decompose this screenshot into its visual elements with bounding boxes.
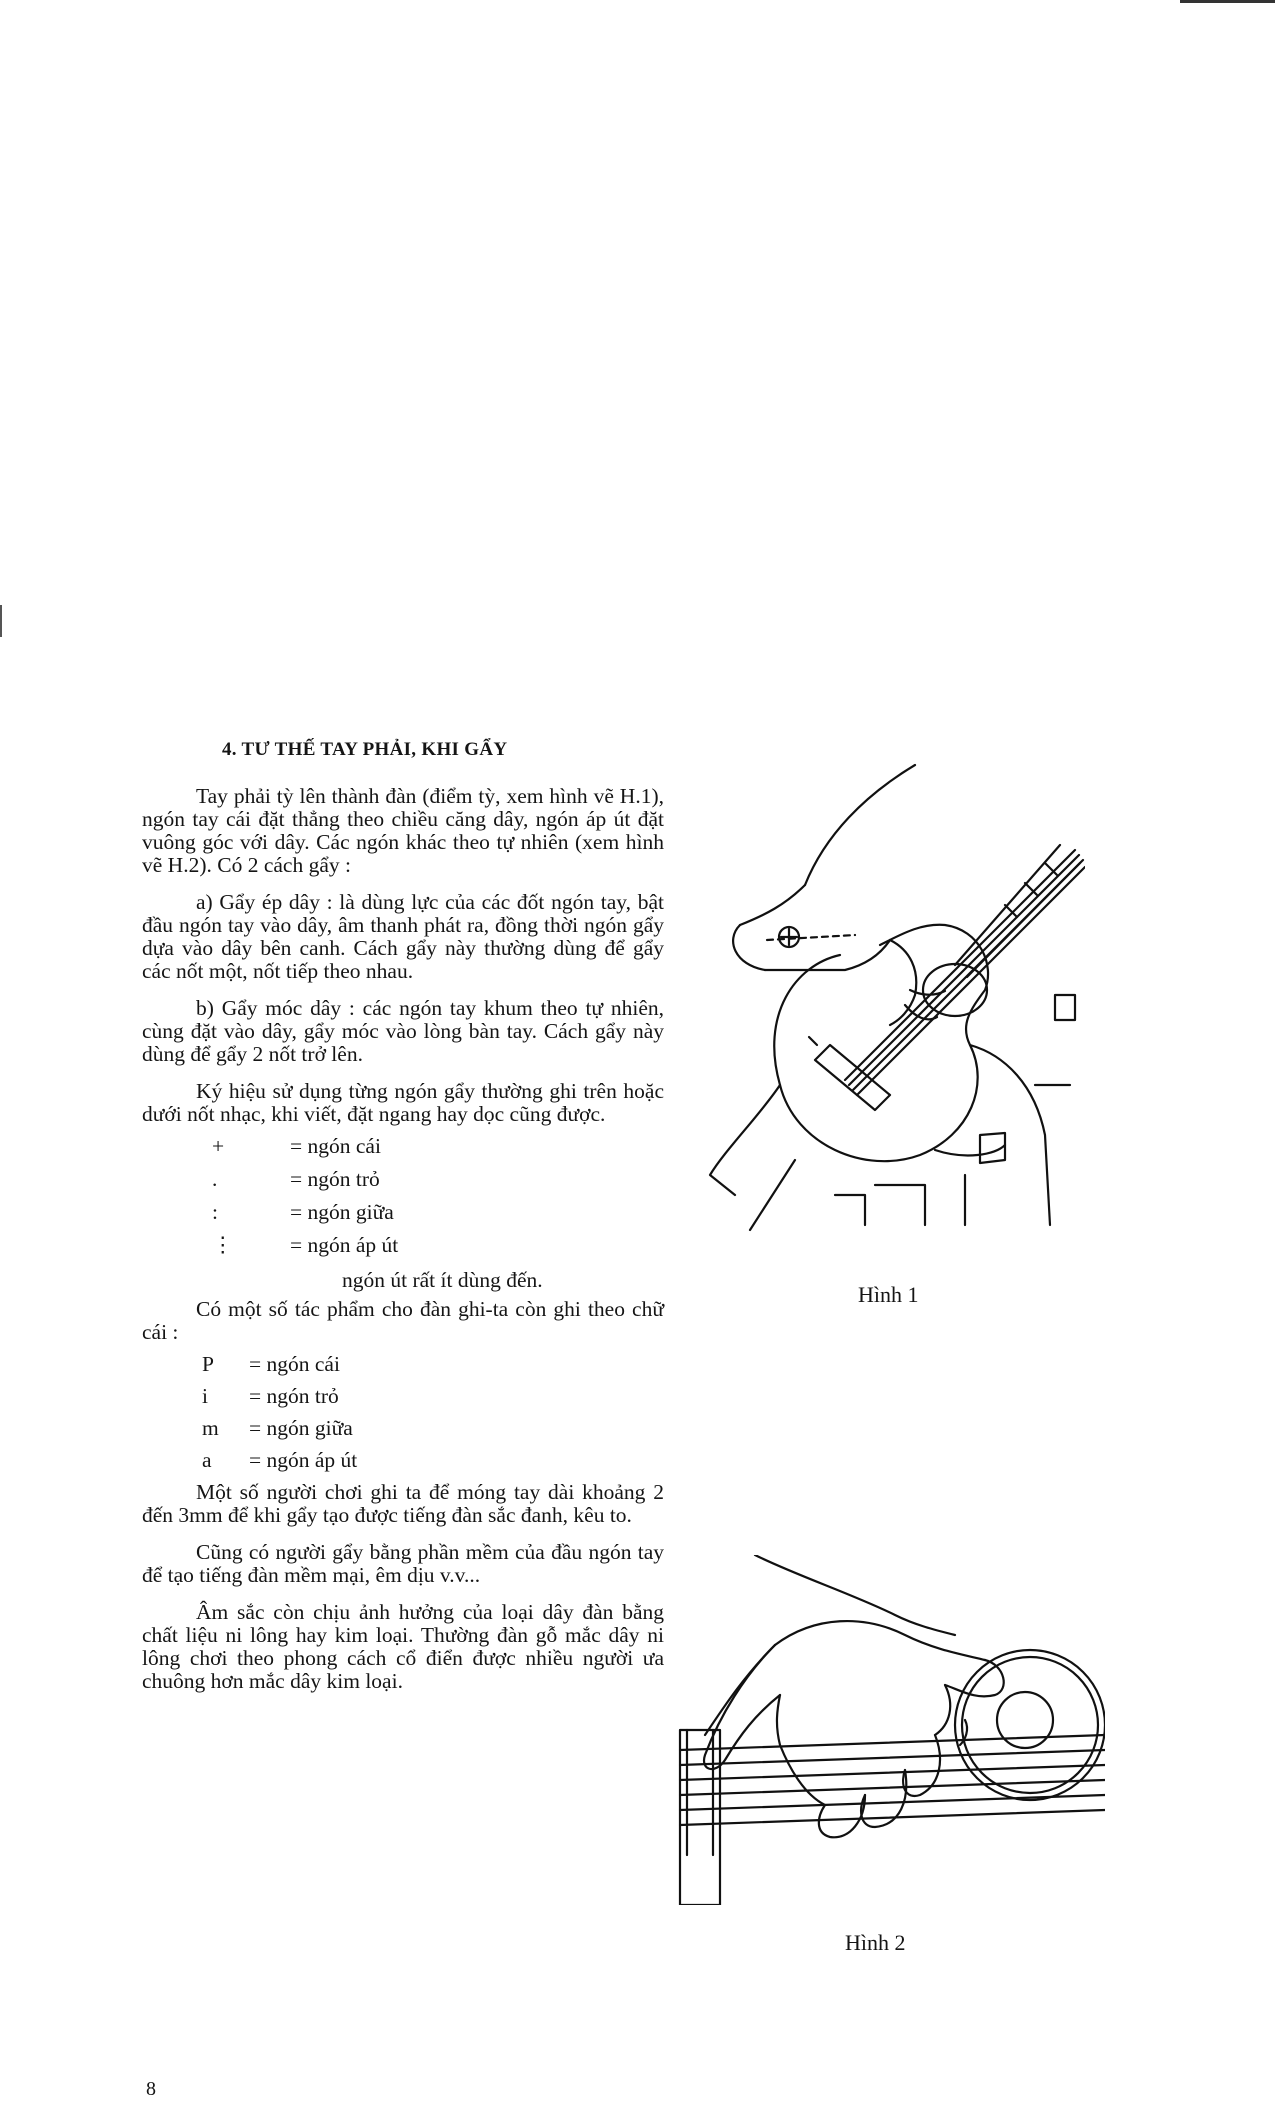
letter-mark: m [202,1416,219,1440]
paragraph-nails: Một số người chơi ghi ta để móng tay dài khoảng 2 đến 3mm để khi gẩy tạo được tiếng đàn sắc đanh, kêu to. [142,1480,664,1527]
page-number: 8 [146,2078,156,2100]
scan-edge-left [0,605,2,637]
letter-row [142,1385,664,1417]
section-heading: 4. TƯ THẾ TAY PHẢI, KHI GẨY [222,739,508,760]
figure-1-illustration [705,755,1085,1235]
letter-list [142,1353,664,1481]
paragraph-ep-day: a) Gẩy ép dây : là dùng lực của các đốt ngón tay, bật đầu ngón tay vào dây, âm thanh phát ra, đồng thời ngón gẩy dựa vào dây bên canh. Cách gẩy này thường dùng để gẩy các nốt một, nốt tiếp theo nhau. [142,890,664,983]
symbol-row [142,1234,664,1267]
symbol-mark: ⋮ [212,1233,234,1257]
paragraph-symbols-intro: Ký hiệu sử dụng từng ngón gẩy thường ghi trên hoặc dưới nốt nhạc, khi viết, đặt ngang hay dọc cũng được. [142,1079,664,1126]
letter-row [142,1353,664,1385]
symbol-mark: . [212,1167,218,1191]
scan-edge-top [1180,0,1275,3]
letter-meaning: = ngón áp út [249,1448,358,1472]
symbol-meaning: = ngón áp út [290,1233,399,1257]
letter-mark: i [202,1384,208,1408]
symbol-list [142,1135,664,1267]
letter-mark: a [202,1448,212,1472]
symbol-row [142,1201,664,1234]
paragraph-intro: Tay phải tỳ lên thành đàn (điểm tỳ, xem hình vẽ H.1), ngón tay cái đặt thẳng theo chiều căng dây, ngón áp út đặt vuông góc với dây. Các ngón khác theo tự nhiên (xem hình vẽ H.2). Có 2 cách gẩy : [142,784,664,877]
letter-row [142,1449,664,1481]
symbols-note: ngón út rất ít dùng đến. [342,1268,543,1292]
letter-meaning: = ngón trỏ [249,1384,339,1408]
symbol-row [142,1135,664,1168]
figure-2-caption: Hình 2 [845,1930,906,1955]
symbol-mark: + [212,1134,225,1158]
letter-row [142,1417,664,1449]
paragraph-strings: Âm sắc còn chịu ảnh hưởng của loại dây đàn bằng chất liệu ni lông hay kim loại. Thường đàn gỗ mắc dây ni lông chơi theo phong cách cổ điển được nhiều người ưa chuông hơn mắc dây kim loại. [142,1600,664,1693]
symbol-row [142,1168,664,1201]
letter-mark: P [202,1352,214,1376]
symbol-meaning: = ngón cái [290,1134,381,1158]
text-column [142,738,664,1707]
letter-meaning: = ngón cái [249,1352,340,1376]
figure-1-caption: Hình 1 [858,1282,919,1307]
figure-2-illustration [665,1555,1105,1905]
paragraph-moc-day: b) Gẩy móc dây : các ngón tay khum theo tự nhiên, cùng đặt vào dây, gẩy móc vào lòng bàn tay. Cách gẩy này dùng để gẩy 2 nốt trở lên. [142,996,664,1066]
letter-meaning: = ngón giữa [249,1416,353,1440]
symbol-meaning: = ngón trỏ [290,1167,380,1191]
symbol-meaning: = ngón giữa [290,1200,394,1224]
paragraph-soft-tip: Cũng có người gẩy bằng phần mềm của đầu ngón tay để tạo tiếng đàn mềm mại, êm dịu v.v... [142,1540,664,1587]
symbol-mark: : [212,1200,218,1224]
paragraph-letters-intro: Có một số tác phẩm cho đàn ghi-ta còn ghi theo chữ cái : [142,1297,664,1344]
